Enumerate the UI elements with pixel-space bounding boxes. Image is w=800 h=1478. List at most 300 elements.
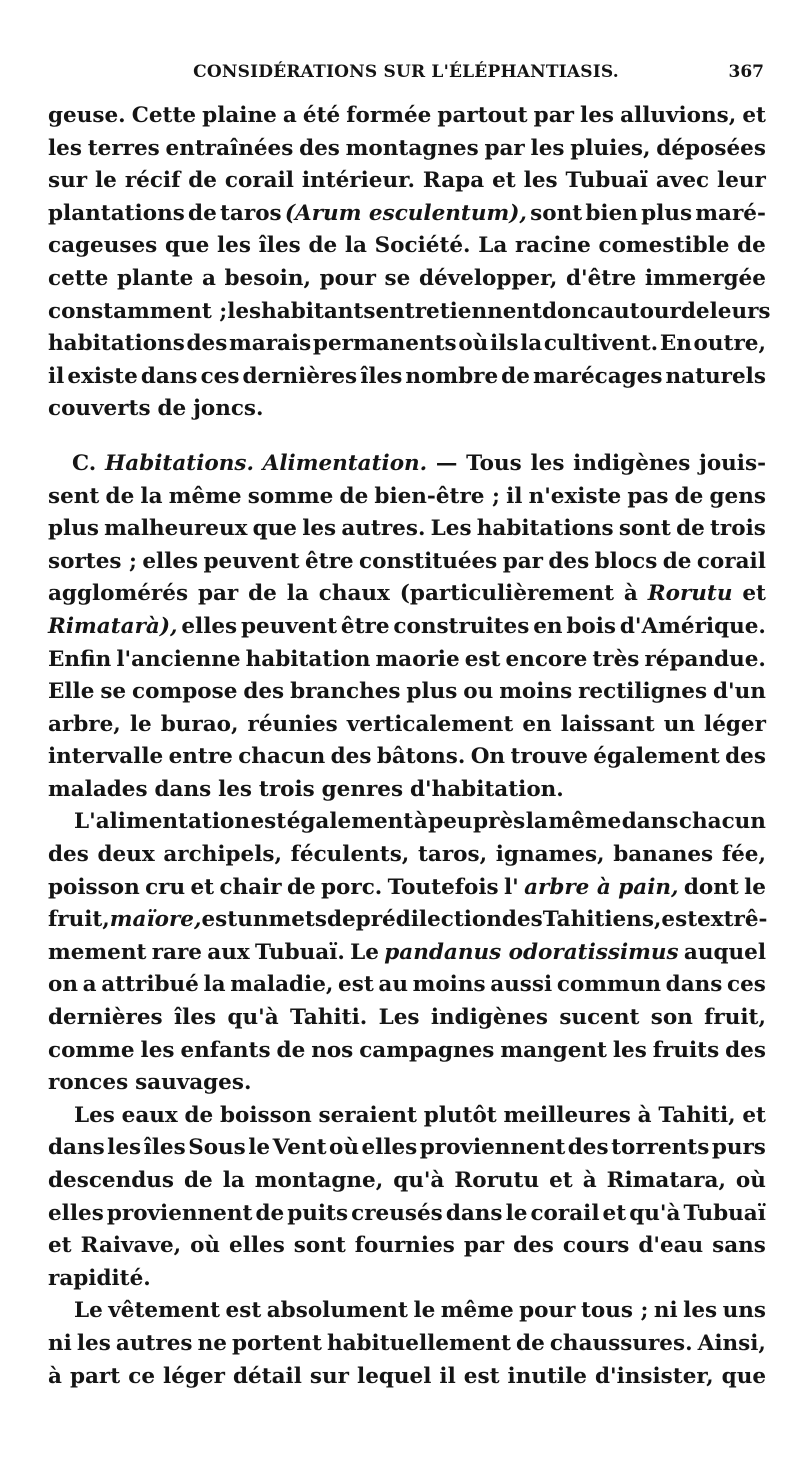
- word: et: [492, 168, 516, 194]
- text-line: [48, 546, 766, 579]
- word: d'habitation.: [409, 776, 564, 802]
- word: a: [201, 265, 216, 291]
- word: Les: [74, 1102, 115, 1128]
- word: geuse.: [48, 103, 126, 128]
- word: d'être: [565, 265, 637, 291]
- running-head: [48, 62, 764, 92]
- word: être: [340, 613, 390, 639]
- word: comestible: [598, 233, 730, 259]
- word: plus: [641, 200, 693, 226]
- word: même: [440, 1298, 514, 1324]
- word: leur: [717, 168, 766, 194]
- word: sont: [618, 516, 671, 542]
- word: trois: [710, 516, 766, 542]
- word: trois: [258, 776, 315, 802]
- word: a: [282, 103, 297, 128]
- word: chacun: [678, 809, 766, 835]
- word: que: [164, 233, 210, 259]
- word: ces: [727, 972, 766, 998]
- word: Tahiti.: [289, 1005, 368, 1031]
- word: et: [602, 1200, 627, 1226]
- word: campagnes: [359, 1037, 495, 1063]
- word: Sous: [188, 1135, 246, 1161]
- word: immergée: [644, 265, 766, 291]
- word: même: [548, 809, 622, 835]
- word: nos: [311, 1037, 354, 1063]
- word: habitations: [48, 331, 185, 357]
- text-line: [48, 448, 766, 481]
- word: elles: [48, 1200, 104, 1226]
- word: de: [248, 581, 277, 607]
- word: purs: [711, 1135, 766, 1161]
- word: les: [302, 516, 337, 542]
- word: agglomérés: [48, 581, 189, 607]
- word: fournies: [354, 1233, 455, 1259]
- text-line: [48, 1100, 766, 1133]
- word: moins: [499, 679, 573, 705]
- word: des: [186, 331, 228, 357]
- word: de: [737, 233, 766, 259]
- italic-word: Habitations.: [104, 450, 254, 476]
- text-line: [48, 969, 766, 1002]
- word: compose: [132, 679, 238, 705]
- text-line: [48, 774, 766, 807]
- word: plus: [48, 516, 99, 542]
- word: construites: [393, 613, 530, 639]
- italic-word: Alimentation.: [262, 450, 428, 476]
- word: chacun: [238, 744, 326, 770]
- word: la: [525, 809, 548, 835]
- word: la: [286, 581, 309, 607]
- word: déposées: [656, 135, 766, 161]
- word: des: [501, 907, 543, 933]
- word: constamment ;: [48, 298, 228, 324]
- word: fruit,: [704, 1005, 766, 1031]
- word: des: [513, 1233, 554, 1259]
- word: îles: [360, 363, 403, 389]
- word: Vent: [272, 1135, 327, 1161]
- word: Elle: [48, 679, 95, 705]
- word: ni: [48, 1330, 72, 1356]
- paragraph: [48, 806, 766, 1099]
- word: entre: [168, 744, 233, 770]
- italic-word: maïore,: [109, 907, 202, 933]
- word: encore: [505, 646, 588, 672]
- word: près: [473, 809, 526, 835]
- word: gens: [709, 483, 766, 509]
- text-line: [48, 198, 766, 231]
- word: habitations: [476, 516, 614, 542]
- text-line: [48, 230, 766, 263]
- word: un: [663, 711, 695, 737]
- word: de: [680, 298, 710, 324]
- word: blocs: [594, 548, 658, 574]
- word: maorie: [375, 646, 460, 672]
- word: de: [255, 1200, 285, 1226]
- word: On: [470, 744, 506, 770]
- word: les: [218, 776, 253, 802]
- word: de: [308, 233, 338, 259]
- text-line: [48, 872, 766, 905]
- word: de: [286, 874, 316, 900]
- word: où: [458, 331, 489, 357]
- word: de: [516, 1330, 545, 1356]
- word: formée: [346, 103, 432, 128]
- text-line: [48, 578, 766, 611]
- word: peuvent: [203, 548, 300, 574]
- text-line: [48, 100, 766, 133]
- text-line: [48, 1067, 766, 1100]
- word: par: [197, 581, 239, 607]
- paragraph: [48, 1100, 766, 1296]
- word: être: [304, 548, 354, 574]
- word: les: [683, 1298, 718, 1324]
- word: dans: [621, 809, 679, 835]
- word: ni: [653, 1298, 678, 1324]
- word: fruits: [652, 1037, 720, 1063]
- text-line: [48, 1002, 766, 1035]
- word: genres: [321, 776, 404, 802]
- word: rectilignes: [578, 679, 708, 705]
- word: au: [378, 972, 408, 998]
- word: également: [286, 809, 414, 835]
- word: le: [413, 1298, 436, 1324]
- word: creusés: [351, 1200, 443, 1226]
- text-line: [48, 263, 766, 296]
- word: les: [530, 135, 565, 161]
- word: La: [478, 233, 508, 259]
- word: et: [48, 1233, 72, 1259]
- text-line: [48, 1361, 766, 1394]
- word: Le: [350, 939, 379, 965]
- word: les: [216, 233, 251, 259]
- word: est: [464, 646, 501, 672]
- word: la: [203, 972, 226, 998]
- word: sucent: [559, 1005, 640, 1031]
- word: dernières: [48, 1005, 163, 1031]
- word: cette: [48, 265, 109, 291]
- word: leurs: [709, 298, 771, 324]
- word: marais: [229, 331, 312, 357]
- word: racine: [514, 233, 591, 259]
- word: détail: [232, 1363, 302, 1389]
- word: répandue.: [644, 646, 766, 672]
- word: les: [530, 450, 565, 476]
- word: taros,: [417, 842, 488, 868]
- text-line: [48, 1132, 766, 1165]
- text-line: [48, 1035, 766, 1068]
- word: couverts: [48, 396, 151, 422]
- word: les: [140, 1037, 175, 1063]
- word: Tubuaï: [683, 1200, 766, 1226]
- italic-word: Rorutu: [647, 581, 733, 607]
- word: sont: [530, 200, 583, 226]
- word: léger: [163, 1363, 225, 1389]
- word: malades: [48, 776, 148, 802]
- word: attribué: [101, 972, 199, 998]
- word: se: [384, 265, 411, 291]
- word: ces: [200, 363, 240, 389]
- word: indigènes: [430, 1005, 548, 1031]
- word: aux: [207, 939, 250, 965]
- word: arbre,: [48, 711, 121, 737]
- word: par: [533, 103, 574, 128]
- word: verticalement: [346, 711, 514, 737]
- text-line: [48, 133, 766, 166]
- word: commun: [556, 972, 662, 998]
- italic-word: (Arum esculentum),: [284, 200, 527, 226]
- word: elles: [229, 1233, 285, 1259]
- word: dans: [665, 972, 723, 998]
- word: sauvages.: [135, 1070, 252, 1096]
- word: et: [742, 581, 766, 607]
- text-line: [48, 806, 766, 839]
- word: de: [326, 907, 356, 933]
- word: moins: [412, 972, 486, 998]
- word: laissant: [560, 711, 655, 737]
- word: on: [48, 972, 78, 998]
- word: cultivent.: [543, 331, 659, 357]
- word: la: [140, 483, 163, 509]
- word: les: [48, 135, 82, 161]
- word: à: [48, 1363, 62, 1389]
- word: est: [250, 809, 287, 835]
- word: maré-: [695, 200, 766, 226]
- paragraph: [48, 448, 766, 807]
- word: partout: [437, 103, 528, 128]
- word: de: [276, 1037, 306, 1063]
- word: outre,: [693, 331, 766, 357]
- word: sent: [48, 483, 100, 509]
- running-title: CONSIDÉRATIONS SUR L'ÉLÉPHANTIASIS.: [193, 62, 619, 82]
- word: (particulièrement: [399, 581, 615, 607]
- word: des: [725, 1037, 766, 1063]
- word: cageuses: [48, 233, 158, 259]
- text-line: [48, 839, 766, 872]
- word: porc.: [321, 874, 383, 900]
- word: proviennent: [106, 1200, 253, 1226]
- word: à: [623, 581, 638, 607]
- word: en: [533, 613, 563, 639]
- text-line: [48, 644, 766, 677]
- word: des: [330, 744, 372, 770]
- word: corail: [530, 1200, 600, 1226]
- word: eaux: [121, 1102, 178, 1128]
- word: des: [567, 1135, 609, 1161]
- word: archipels,: [163, 842, 282, 868]
- word: En: [659, 331, 692, 357]
- word: montagne,: [254, 1168, 384, 1193]
- word: n'existe: [528, 483, 622, 509]
- word: intervalle: [48, 744, 164, 770]
- word: dans: [140, 363, 198, 389]
- word: les: [523, 168, 558, 194]
- word: bien: [585, 200, 638, 226]
- word: que: [721, 1363, 766, 1389]
- word: sortes ;: [48, 548, 137, 574]
- word: indigènes: [573, 450, 691, 476]
- text-line: [48, 611, 766, 644]
- word: des: [48, 842, 89, 868]
- text-line: [48, 1328, 766, 1361]
- italic-word: arbre à pain,: [524, 874, 679, 900]
- text-line: [48, 328, 766, 361]
- word: inutile: [507, 1363, 587, 1389]
- word: mets: [268, 907, 327, 933]
- word: de: [676, 516, 705, 542]
- word: plante: [116, 265, 194, 291]
- word: Enfin: [48, 646, 112, 672]
- word: Tahiti,: [658, 1102, 736, 1128]
- italic-word: Rimatarà),: [48, 613, 178, 639]
- word: des: [548, 548, 590, 574]
- word: sur: [309, 1363, 349, 1389]
- word: extrê-: [697, 907, 768, 933]
- word: habitation: [245, 646, 371, 672]
- word: réunies: [247, 711, 338, 737]
- word: joncs.: [193, 396, 264, 422]
- word: L'alimentation: [74, 809, 250, 835]
- word: est: [661, 907, 698, 933]
- word: à: [582, 1168, 597, 1193]
- word: est: [225, 1298, 262, 1324]
- word: Tubuaï: [565, 168, 648, 194]
- word: a: [82, 972, 97, 998]
- word: Société.: [374, 233, 471, 259]
- word: îles: [173, 1005, 217, 1031]
- word: permanents: [312, 331, 457, 357]
- word: léger: [704, 711, 766, 737]
- word: été: [302, 103, 341, 128]
- text-line: [48, 481, 766, 514]
- word: besoin,: [224, 265, 311, 291]
- word: terres: [87, 135, 160, 161]
- word: les: [580, 103, 614, 128]
- word: fée,: [721, 842, 766, 868]
- word: montagnes: [345, 135, 479, 161]
- word: entretiennent: [375, 298, 542, 324]
- word: maladie,: [230, 972, 334, 998]
- word: de: [339, 483, 369, 509]
- word: se: [100, 679, 127, 705]
- word: le: [129, 711, 152, 737]
- word: et: [190, 874, 215, 900]
- text-line: [48, 709, 766, 742]
- word: la: [222, 1168, 245, 1193]
- word: développer,: [418, 265, 558, 291]
- word: et: [742, 1102, 766, 1128]
- word: Tous: [466, 450, 522, 476]
- word: portent: [232, 1330, 322, 1356]
- word: est: [338, 972, 374, 998]
- word: elles: [181, 613, 238, 639]
- word: Rimatara,: [606, 1168, 726, 1193]
- word: pour: [519, 1298, 576, 1324]
- text-line: [48, 1230, 766, 1263]
- text-line: [48, 1295, 766, 1328]
- word: taros: [220, 200, 282, 226]
- word: seraient: [318, 1102, 417, 1128]
- word: de: [662, 548, 692, 574]
- word: bananes: [613, 842, 714, 868]
- page-number: 367: [728, 62, 764, 82]
- word: qu'à: [629, 1200, 681, 1226]
- word: féculents,: [290, 842, 410, 868]
- word: il: [439, 1363, 456, 1389]
- word: sans: [712, 1233, 766, 1259]
- word: puits: [287, 1200, 349, 1226]
- word: à: [637, 1102, 652, 1128]
- word: chaux: [318, 581, 390, 607]
- word: il: [48, 363, 65, 389]
- word: Tahitiens,: [542, 907, 662, 933]
- word: chaussures.: [549, 1330, 693, 1356]
- word: rapidité.: [48, 1265, 151, 1291]
- paragraph: [48, 100, 771, 426]
- word: bois: [566, 613, 616, 639]
- word: vêtement: [108, 1298, 221, 1324]
- word: descendus: [48, 1168, 174, 1193]
- word: bâtons.: [376, 744, 466, 770]
- word: la: [520, 331, 543, 357]
- word: intérieur.: [301, 168, 415, 194]
- paragraph: [48, 1295, 766, 1393]
- word: cours: [562, 1233, 630, 1259]
- word: de: [184, 1102, 214, 1128]
- word: et: [742, 103, 766, 128]
- word: ou: [463, 679, 494, 705]
- word: existe: [67, 363, 138, 389]
- word: tous ;: [580, 1298, 649, 1324]
- word: ignames,: [495, 842, 605, 868]
- word: qu'à: [393, 1168, 445, 1193]
- word: le: [248, 1135, 271, 1161]
- word: très: [592, 646, 640, 672]
- word: peu: [428, 809, 473, 835]
- word: îles: [258, 233, 301, 259]
- text-line: [48, 1198, 766, 1231]
- word: à: [413, 809, 428, 835]
- word: donc: [541, 298, 601, 324]
- word: jouis-: [699, 450, 766, 476]
- word: chair: [219, 874, 282, 900]
- word: le: [744, 874, 766, 900]
- word: fruit,: [48, 907, 110, 933]
- word: le: [505, 1200, 528, 1226]
- word: plus: [406, 679, 458, 705]
- word: absolument: [266, 1298, 408, 1324]
- word: sont: [293, 1233, 346, 1259]
- word: marécages: [532, 363, 663, 389]
- word: où: [735, 1168, 766, 1193]
- word: mangent: [500, 1037, 607, 1063]
- word: l': [503, 874, 519, 900]
- word: les: [612, 1037, 647, 1063]
- word: Toutefois: [387, 874, 499, 900]
- word: lequel: [357, 1363, 432, 1389]
- word: naturels: [665, 363, 766, 389]
- word: par: [463, 1233, 505, 1259]
- word: un: [237, 907, 269, 933]
- word: —: [435, 450, 458, 476]
- word: de: [674, 483, 704, 509]
- page-body: [48, 100, 771, 1393]
- word: d'insister,: [594, 1363, 714, 1389]
- word: rare: [151, 939, 202, 965]
- italic-word: pandanus odoratissimus: [384, 939, 679, 965]
- word: burao,: [160, 711, 239, 737]
- word: uns: [722, 1298, 766, 1324]
